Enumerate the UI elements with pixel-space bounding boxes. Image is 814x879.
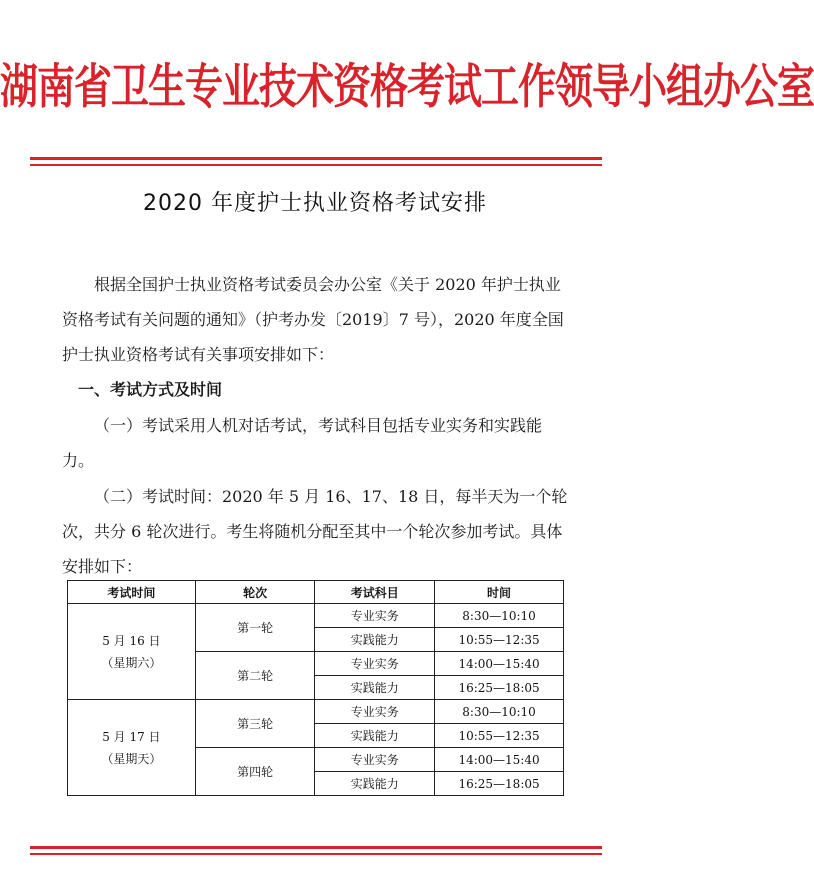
subject-cell: 实践能力 — [315, 676, 435, 700]
time-cell: 10:55—12:35 — [435, 724, 564, 748]
letterhead-rule-thick — [30, 157, 602, 160]
letterhead-rule-thin — [30, 164, 602, 166]
subject-cell: 专业实务 — [315, 652, 435, 676]
footer-rule-thick — [30, 846, 602, 849]
day-cell — [68, 604, 196, 700]
time-cell: 14:00—15:40 — [435, 652, 564, 676]
weekday-label: （星期天） — [101, 751, 162, 766]
day-cell — [68, 700, 196, 796]
date-label: 5 月 17 日 — [102, 729, 161, 744]
letterhead-org-name: 湖南省卫生专业技术资格考试工作领导小组办公室 — [0, 59, 814, 115]
table-row — [68, 700, 564, 724]
exam-schedule-table — [67, 580, 564, 796]
header-time: 时间 — [435, 581, 564, 604]
exam-time-paragraph: （二）考试时间：2020 年 5 月 16、17、18 日，每半天为一个轮次，共分 6 轮次进行。考生将随机分配至其中一个轮次参加考试。具体安排如下： — [62, 487, 568, 576]
subject-cell: 实践能力 — [315, 772, 435, 796]
footer-rule-thin — [30, 853, 602, 855]
round-cell: 第二轮 — [195, 652, 315, 700]
table-row — [68, 604, 564, 628]
subject-cell: 专业实务 — [315, 604, 435, 628]
table-header-row — [68, 581, 564, 604]
header-round: 轮次 — [195, 581, 315, 604]
time-cell: 8:30—10:10 — [435, 604, 564, 628]
subject-cell: 专业实务 — [315, 748, 435, 772]
time-cell: 10:55—12:35 — [435, 628, 564, 652]
round-cell: 第三轮 — [195, 700, 315, 748]
header-exam-date: 考试时间 — [68, 581, 196, 604]
round-cell: 第一轮 — [195, 604, 315, 652]
section-heading: 一、考试方式及时间 — [78, 380, 223, 399]
time-cell: 14:00—15:40 — [435, 748, 564, 772]
time-cell: 16:25—18:05 — [435, 676, 564, 700]
date-label: 5 月 16 日 — [102, 633, 161, 648]
round-cell: 第四轮 — [195, 748, 315, 796]
intro-paragraph: 根据全国护士执业资格考试委员会办公室《关于 2020 年护士执业资格考试有关问题的通知》（护考办发〔2019〕7 号），2020 年度全国护士执业资格考试有关事项安排如下： — [62, 275, 564, 364]
time-cell: 8:30—10:10 — [435, 700, 564, 724]
header-subject: 考试科目 — [315, 581, 435, 604]
weekday-label: （星期六） — [101, 655, 162, 670]
document-title: 2020 年度护士执业资格考试安排 — [143, 191, 487, 216]
subject-cell: 专业实务 — [315, 700, 435, 724]
exam-method-paragraph: （一）考试采用人机对话考试，考试科目包括专业实务和实践能力。 — [62, 416, 543, 470]
time-cell: 16:25—18:05 — [435, 772, 564, 796]
subject-cell: 实践能力 — [315, 724, 435, 748]
subject-cell: 实践能力 — [315, 628, 435, 652]
